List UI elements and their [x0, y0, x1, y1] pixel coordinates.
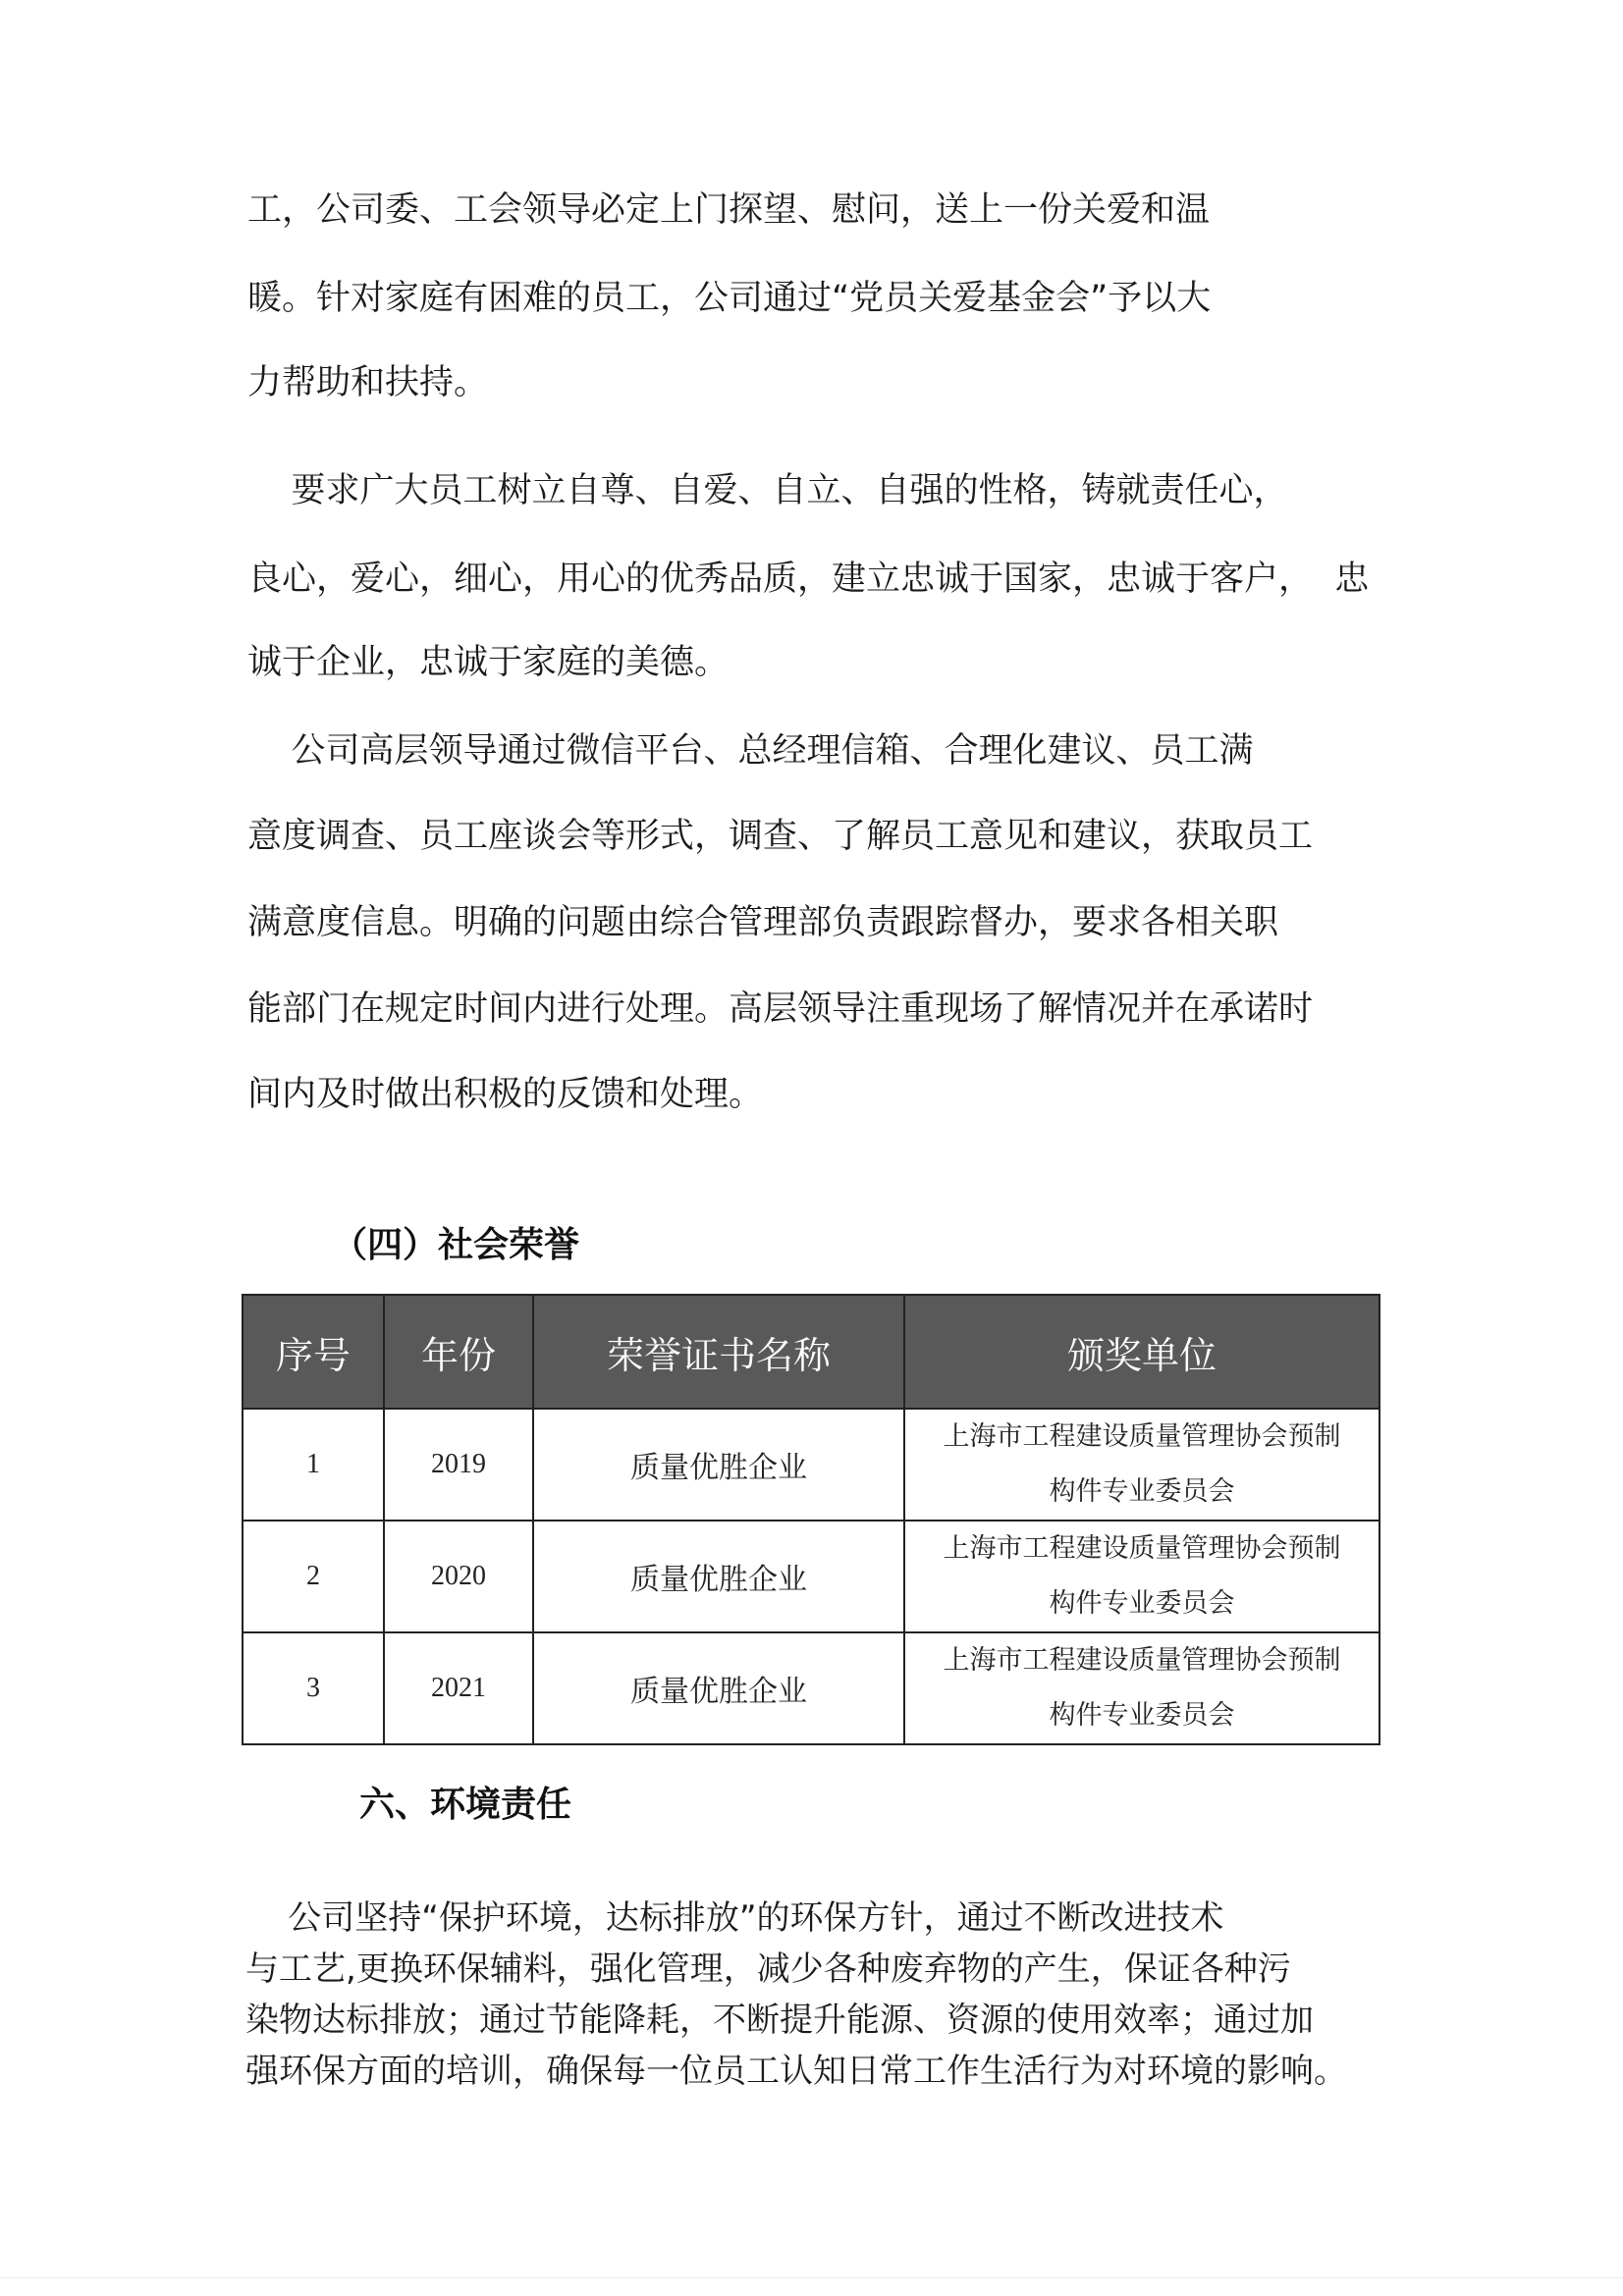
unit-line: 构件专业委员会: [1049, 1588, 1235, 1619]
body-text-line: 强环保方面的培训，确保每一位员工认知日常工作生活行为对环境的影响。: [245, 2052, 1347, 2091]
body-text-line: 公司高层领导通过微信平台、总经理信箱、合理化建议、员工满: [247, 731, 1254, 771]
cell-awarding-unit: [904, 1409, 1380, 1521]
cell-certificate-name: 质量优胜企业: [533, 1632, 904, 1744]
cell-index: 3: [243, 1632, 384, 1744]
body-text-line: 间内及时做出积极的反馈和处理。: [247, 1075, 764, 1114]
cell-awarding-unit: [904, 1521, 1380, 1632]
unit-line: 上海市工程建设质量管理协会预制: [943, 1645, 1341, 1676]
cell-year: 2019: [384, 1409, 533, 1521]
body-text-line: 公司坚持“保护环境，达标排放”的环保方针，通过不断改进技术: [245, 1898, 1224, 1938]
header-certificate-name: 荣誉证书名称: [533, 1295, 904, 1409]
cell-index: 1: [243, 1409, 384, 1521]
body-text-line: 能部门在规定时间内进行处理。高层领导注重现场了解情况并在承诺时: [247, 989, 1314, 1029]
cell-index: 2: [243, 1521, 384, 1632]
cell-certificate-name: 质量优胜企业: [533, 1409, 904, 1521]
section-heading-environment: 六、环境责任: [359, 1785, 572, 1825]
honors-table: [242, 1294, 1380, 1745]
body-text-line: 染物达标排放；通过节能降耗，不断提升能源、资源的使用效率；通过加: [245, 2001, 1314, 2040]
body-text-line: 与工艺,更换环保辅料，强化管理，减少各种废弃物的产生，保证各种污: [245, 1949, 1291, 1989]
body-text-line: 暖。针对家庭有困难的员工，公司通过“党员关爱基金会”予以大: [247, 279, 1212, 318]
body-text-line: 满意度信息。明确的问题由综合管理部负责跟踪督办，要求各相关职: [247, 903, 1279, 942]
header-index: 序号: [243, 1295, 384, 1409]
cell-certificate-name: 质量优胜企业: [533, 1521, 904, 1632]
cell-year: 2021: [384, 1632, 533, 1744]
table-header-row: [243, 1295, 1380, 1409]
body-text-line: 工，公司委、工会领导必定上门探望、慰问，送上一份关爱和温: [247, 190, 1211, 230]
table-row: [243, 1409, 1380, 1521]
header-awarding-unit: 颁奖单位: [904, 1295, 1380, 1409]
unit-line: 上海市工程建设质量管理协会预制: [943, 1421, 1341, 1452]
page-bottom-edge: [0, 2277, 1623, 2278]
table-row: [243, 1521, 1380, 1632]
unit-line: 构件专业委员会: [1049, 1476, 1235, 1507]
body-text-line: 意度调查、员工座谈会等形式，调查、了解员工意见和建议，获取员工: [247, 817, 1314, 856]
header-year: 年份: [384, 1295, 533, 1409]
section-heading-honors: （四）社会荣誉: [332, 1225, 580, 1265]
body-text-line: 良心，爱心，细心，用心的优秀品质，建立忠诚于国家，忠诚于客户， 忠: [247, 560, 1370, 599]
body-text-line: 力帮助和扶持。: [247, 363, 489, 402]
unit-line: 上海市工程建设质量管理协会预制: [943, 1533, 1341, 1564]
body-text-line: 诚于企业，忠诚于家庭的美德。: [247, 643, 730, 682]
table-row: [243, 1632, 1380, 1744]
body-text-line: 要求广大员工树立自尊、自爱、自立、自强的性格，铸就责任心，: [247, 471, 1288, 510]
unit-line: 构件专业委员会: [1049, 1700, 1235, 1731]
cell-year: 2020: [384, 1521, 533, 1632]
cell-awarding-unit: [904, 1632, 1380, 1744]
